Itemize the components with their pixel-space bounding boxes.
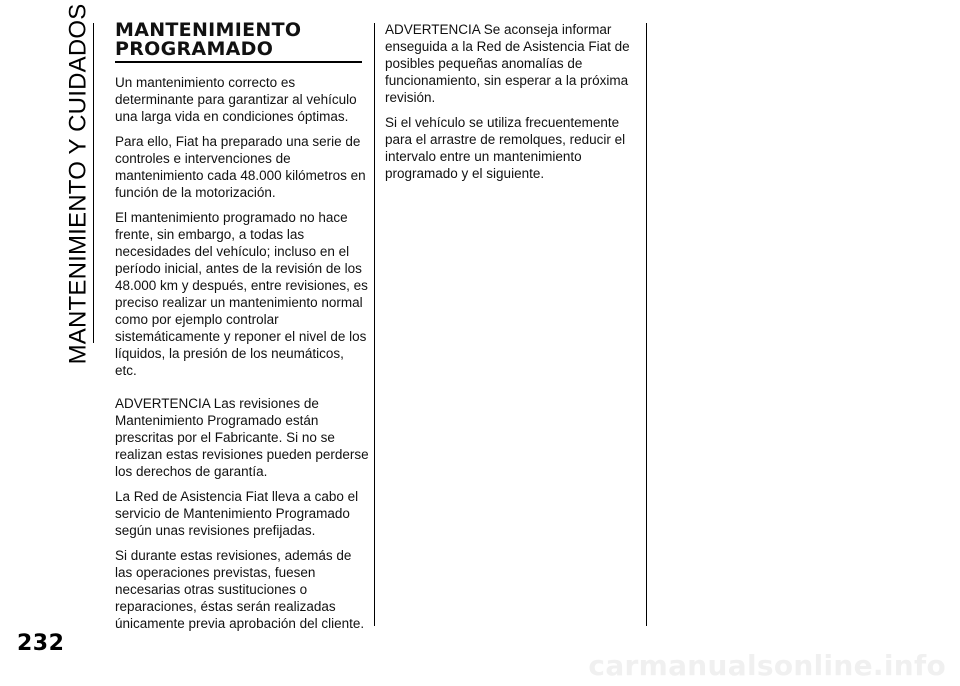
paragraph-normal-maintenance: El mantenimiento programado no hace frente, sin embargo, a todas las necesidades del vehículo; incluso en el período inicial, antes de la revisión de los 48.000 km y después, entre revisiones, es preciso realizar un mantenimiento normal como por ejemplo controlar sistemáticamente y reponer el nivel de los líquidos, la presión de los neumáticos, etc. xyxy=(115,210,368,378)
watermark: carmanualsonline.info xyxy=(588,649,946,682)
left-column xyxy=(115,21,369,640)
column-divider-left xyxy=(374,23,375,626)
paragraph-intro: Un mantenimiento correcto es determinante para garantizar al vehículo una larga vida en condiciones óptimas. xyxy=(115,75,357,124)
section-heading-line-2: PROGRAMADO xyxy=(115,38,274,60)
page-number: 232 xyxy=(17,631,65,656)
column-divider-right xyxy=(646,23,647,626)
chapter-title-vertical xyxy=(58,3,98,364)
chapter-title-text: MANTENIMIENTO Y CUIDADOS xyxy=(64,3,92,364)
right-column xyxy=(385,21,635,190)
paragraph-service-network: La Red de Asistencia Fiat lleva a cabo el servicio de Mantenimiento Programado según unas revisiones prefijadas. xyxy=(115,489,359,538)
chapter-divider xyxy=(93,23,94,343)
paragraph-warning-anomalies: ADVERTENCIA Se aconseja informar enseguida a la Red de Asistencia Fiat de posibles pequeñas anomalías de funcionamiento, sin esperar a la próxima revisión. xyxy=(385,22,630,105)
paragraph-controls: Para ello, Fiat ha preparado una serie de controles e intervenciones de mantenimiento cada 48.000 kilómetros en función de la motorización. xyxy=(115,134,366,200)
heading-underline xyxy=(115,61,362,63)
section-heading-line-1: MANTENIMIENTO xyxy=(115,19,302,41)
paragraph-towing: Si el vehículo se utiliza frecuentemente para el arrastre de remolques, reducir el intervalo entre un mantenimiento programado y el siguiente. xyxy=(385,115,626,181)
paragraph-warning-warranty: ADVERTENCIA Las revisiones de Mantenimiento Programado están prescritas por el Fabricante. Si no se realizan estas revisiones pueden perderse los derechos de garantía. xyxy=(115,396,369,479)
paragraph-additional-repairs: Si durante estas revisiones, además de las operaciones previstas, fuesen necesarias otras sustituciones o reparaciones, éstas serán realizadas únicamente previa aprobación del cliente. xyxy=(115,548,365,631)
section-heading xyxy=(115,21,369,59)
